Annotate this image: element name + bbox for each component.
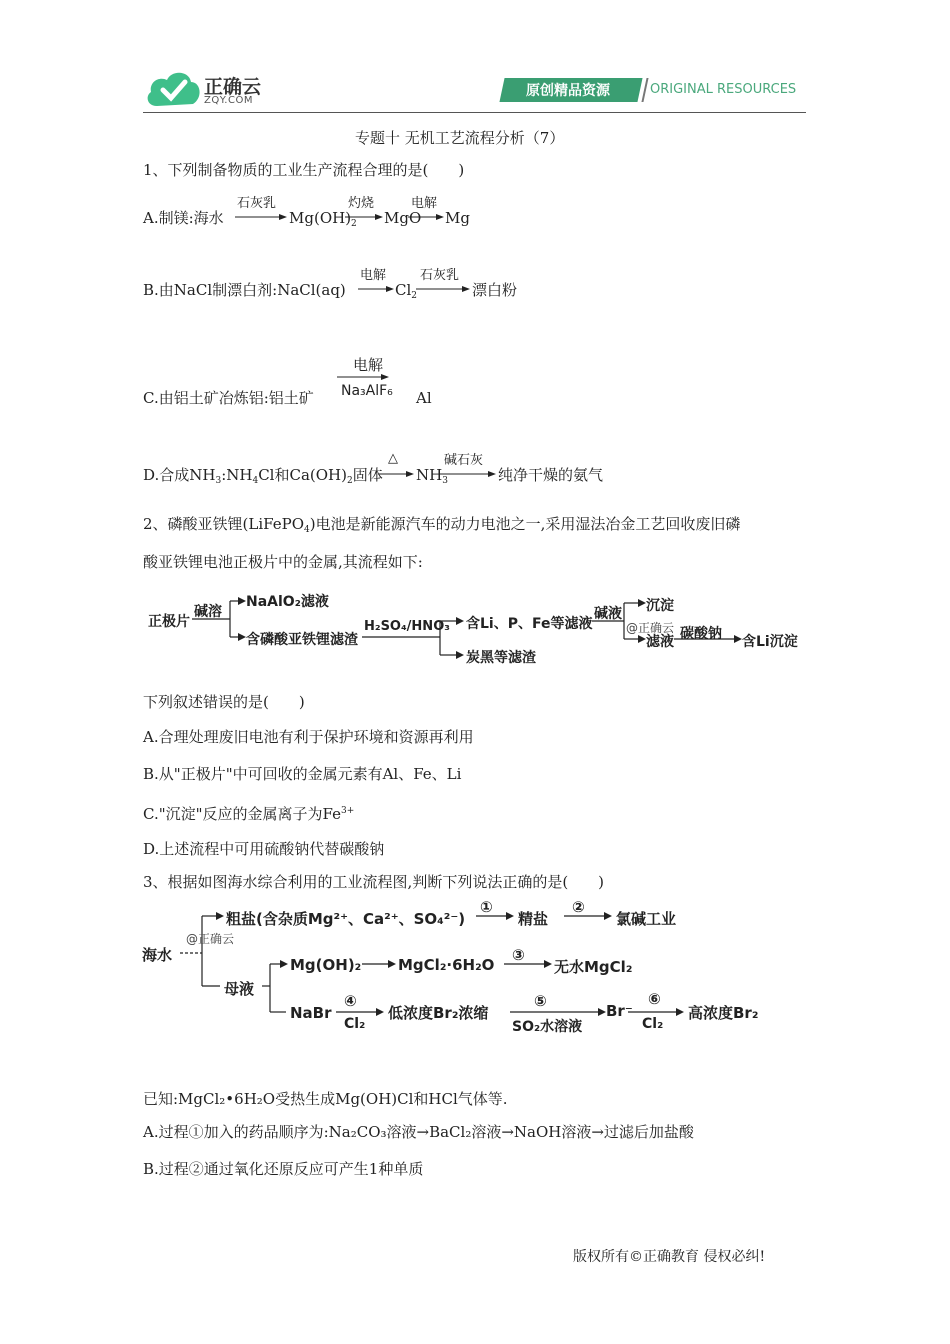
header bbox=[0, 0, 950, 115]
q2-step1: 碱溶 bbox=[194, 604, 222, 620]
q1d-heat-label: △ bbox=[388, 451, 398, 466]
q3-r2a: Mg(OH)₂ bbox=[290, 956, 362, 974]
q1d-arrow1 bbox=[378, 451, 414, 477]
q1c-arrow-label: 电解 bbox=[353, 356, 384, 374]
badge-divider bbox=[641, 78, 648, 102]
q1-stem: 1、下列制备物质的工业生产流程合理的是( ) bbox=[143, 161, 465, 179]
q2-option-d: D.上述流程中可用硫酸钠代替碳酸钠 bbox=[143, 840, 385, 858]
q3-r3a: NaBr bbox=[290, 1004, 332, 1022]
q1a-arrow1-label: 石灰乳 bbox=[237, 196, 277, 211]
q3-r2b: MgCl₂·6H₂O bbox=[398, 956, 495, 974]
q1a-product1: $Mg(OH)_2$ bbox=[289, 209, 357, 229]
q1a-arrow1 bbox=[235, 196, 287, 220]
q1a-arrow3-label: 电解 bbox=[411, 196, 438, 211]
q3-r1b: 精盐 bbox=[518, 910, 549, 928]
q3-known: 已知:MgCl₂•6H₂O受热生成Mg(OH)Cl和HCl气体等. bbox=[143, 1090, 508, 1108]
q3-option-a: A.过程①加入的药品顺序为:Na₂CO₃溶液→BaCl₂溶液→NaOH溶液→过滤后加盐酸 bbox=[143, 1123, 694, 1141]
footer-copyright: 版权所有©正确教育 侵权必纠! bbox=[573, 1249, 766, 1265]
q2-flow-diagram bbox=[140, 585, 810, 665]
q1d-product2: 纯净干燥的氨气 bbox=[498, 466, 604, 484]
q1a-prefix: A.制镁:海水 bbox=[143, 209, 224, 227]
q3-step5: ⑤ bbox=[534, 992, 547, 1010]
q3-step6-reagent: Cl₂ bbox=[642, 1016, 664, 1032]
q3-stem: 3、根据如图海水综合利用的工业流程图,判断下列说法正确的是( ) bbox=[143, 873, 605, 891]
q2-out4: 炭黑等滤渣 bbox=[466, 650, 536, 666]
page-title: 专题十 无机工艺流程分析（7） bbox=[355, 129, 565, 147]
q1a-arrow3 bbox=[408, 196, 444, 220]
q3-step3: ③ bbox=[512, 946, 525, 964]
q3-r1c: 氯碱工业 bbox=[616, 910, 677, 928]
q1d-arrow2 bbox=[440, 453, 496, 477]
q2-out7: 含Li沉淀 bbox=[742, 634, 798, 650]
q3-step2: ② bbox=[572, 898, 585, 916]
q1b-arrow1-label: 电解 bbox=[360, 268, 387, 283]
header-rule bbox=[143, 112, 806, 113]
q2-step4: 碳酸钠 bbox=[680, 626, 722, 642]
q3-r3d: 高浓度Br₂ bbox=[688, 1004, 759, 1022]
q3-step4: ④ bbox=[344, 992, 357, 1010]
q1b-product1: $Cl_2$ bbox=[395, 281, 418, 301]
q1b-arrow1 bbox=[358, 268, 394, 292]
q1a-product2: MgO bbox=[384, 209, 422, 227]
q3-r2c: 无水MgCl₂ bbox=[554, 958, 633, 976]
q1-option-a bbox=[143, 208, 224, 228]
q2-start: 正极片 bbox=[148, 614, 190, 630]
q3-watermark: @正确云 bbox=[186, 932, 235, 946]
q1b-arrow2 bbox=[416, 268, 470, 292]
q1b-product2: 漂白粉 bbox=[472, 281, 518, 299]
q2-option-c: C."沉淀"反应的金属离子为$Fe^{3+}$ bbox=[143, 805, 355, 823]
q2-out5: 沉淀 bbox=[646, 598, 674, 614]
q1-option-c: C.由铝土矿冶炼铝:铝土矿 bbox=[143, 389, 314, 407]
q3-r3c: Br⁻ bbox=[606, 1002, 633, 1020]
q1a-arrow2 bbox=[345, 196, 383, 220]
q3-option-b: B.过程②通过氧化还原反应可产生1种单质 bbox=[143, 1160, 424, 1178]
q3-r2: 母液 bbox=[224, 980, 255, 998]
q1-option-d: D.合成$NH_3:NH_4Cl$和$Ca(OH)_2$固体 bbox=[143, 466, 383, 486]
logo-name: 正确云 bbox=[204, 76, 262, 98]
q2-out3: 含Li、P、Fe等滤液 bbox=[466, 616, 593, 632]
q1a-product3: Mg bbox=[445, 209, 470, 227]
q2-out1: NaAlO₂滤液 bbox=[246, 594, 329, 610]
q2-step3: 碱液 bbox=[594, 606, 622, 622]
q1c-arrow-condition: Na₃AlF₆ bbox=[341, 383, 393, 399]
logo-domain: ZQY.COM bbox=[204, 95, 253, 106]
q2-watermark: @正确云 bbox=[626, 621, 675, 635]
badge-english: ORIGINAL RESOURCES bbox=[650, 82, 797, 97]
q2-option-b: B.从"正极片"中可回收的金属元素有Al、Fe、Li bbox=[143, 765, 462, 783]
q1c-product: Al bbox=[416, 389, 432, 407]
q1b-arrow2-label: 石灰乳 bbox=[420, 268, 460, 283]
q1a-arrow2-label: 灼烧 bbox=[348, 196, 375, 211]
q3-step5-reagent: SO₂水溶液 bbox=[512, 1019, 583, 1035]
q3-flow-diagram bbox=[140, 898, 810, 1038]
q2-option-a: A.合理处理废旧电池有利于保护环境和资源再利用 bbox=[143, 728, 474, 746]
q2-out2: 含磷酸亚铁锂滤渣 bbox=[246, 632, 358, 648]
q3-start: 海水 bbox=[142, 946, 173, 964]
q3-step1: ① bbox=[480, 898, 493, 916]
q2-step2: H₂SO₄/HNO₃ bbox=[364, 619, 450, 634]
q2-out6: 滤液 bbox=[646, 634, 674, 650]
q3-r1: 粗盐(含杂质Mg²⁺、Ca²⁺、SO₄²⁻) bbox=[226, 910, 466, 928]
logo-cloud-icon bbox=[145, 68, 201, 108]
q1c-arrow bbox=[337, 352, 393, 406]
q2-stem-line1: 2、磷酸亚铁锂(LiFePO$_4$)电池是新能源汽车的动力电池之一,采用湿法冶金工艺回收废旧磷 bbox=[143, 515, 741, 535]
q3-step4-reagent: Cl₂ bbox=[344, 1016, 366, 1032]
q1-option-b: B.由NaCl制漂白剂:NaCl(aq) bbox=[143, 281, 346, 299]
badge-label: 原创精品资源 bbox=[526, 83, 610, 99]
q3-r3b: 低浓度Br₂浓缩 bbox=[388, 1004, 489, 1022]
q1d-product1: $NH_3$ bbox=[416, 466, 448, 486]
q2-ask: 下列叙述错误的是( ) bbox=[143, 693, 305, 711]
q1d-arrow2-label: 碱石灰 bbox=[444, 453, 484, 468]
q2-stem-line2: 酸亚铁锂电池正极片中的金属,其流程如下: bbox=[143, 553, 423, 571]
q3-step6: ⑥ bbox=[648, 990, 661, 1008]
